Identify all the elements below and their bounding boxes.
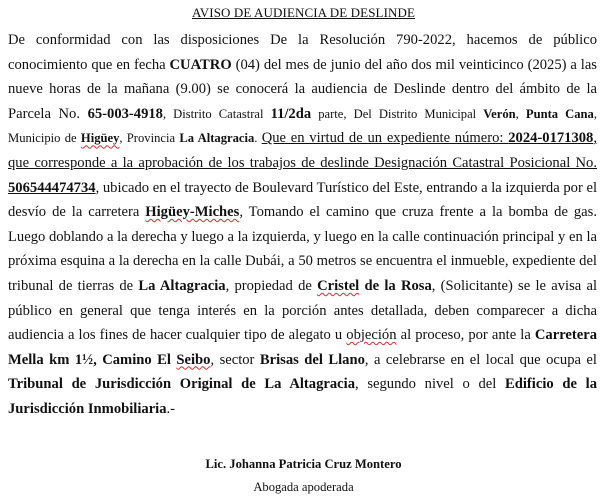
notice-title: AVISO DE AUDIENCIA DE DESLINDE bbox=[191, 5, 416, 20]
body-segment: objeción bbox=[346, 327, 397, 344]
place-name: Punta Cana bbox=[525, 106, 594, 121]
body-segment: , Provincia bbox=[119, 131, 180, 146]
designation-number: 506544474734 bbox=[8, 179, 96, 196]
hearing-address-town: Seibo bbox=[176, 351, 211, 368]
municipality-name: Higüey bbox=[80, 131, 120, 146]
tribunal-name: Tribunal de Jurisdicción Original de La Altagracia bbox=[8, 376, 355, 393]
municipal-district: Verón bbox=[483, 106, 516, 121]
expedient-clause: Que en virtud de un expediente número: bbox=[261, 130, 509, 147]
body-segment: , Municipio de bbox=[8, 106, 597, 146]
signer-name: Lic. Johanna Patricia Cruz Montero bbox=[205, 457, 402, 471]
hearing-address: Carretera Mella km 1½, Camino El bbox=[8, 327, 598, 368]
signer-role: Abogada apoderada bbox=[253, 480, 354, 494]
body-segment: (04) del mes de junio del año dos mil veinticinco (2025) a las nueve horas de la mañana (9.00) se conocerá la audiencia de Deslinde dentro del ámbito de la Parcela No. bbox=[8, 56, 597, 122]
body-segment: , segundo nivel o del bbox=[355, 376, 506, 393]
body-segment: parte, Del Distrito Municipal bbox=[311, 106, 484, 121]
parcel-number: 65-003-4918 bbox=[87, 105, 163, 122]
body-segment: . bbox=[254, 131, 262, 146]
body-segment: .- bbox=[166, 400, 176, 417]
expedient-number: 2024-0171308 bbox=[508, 130, 594, 147]
body-segment: , Tomando el camino que cruza frente a la bomba de gas. Luego doblando a la derecha y luego a la izquierda, y luego en la calle continuación principal y en la próxima esquina a la derecha en la calle Dubái, a 50 metros se encuentra el inmueble, expediente del tribunal de tierras de bbox=[8, 204, 597, 294]
owner-last-name: de la Rosa bbox=[359, 277, 432, 294]
body-segment: al proceso, por ante la bbox=[396, 327, 535, 344]
court-province: La Altagracia bbox=[138, 277, 226, 294]
body-segment: , bbox=[515, 106, 526, 121]
body-segment: , a celebrarse en el local que ocupa el bbox=[364, 351, 597, 368]
body-segment: , (Solicitante) se le avisa al público en general que tenga interés en la porción antes detallada, deben comparecer a dicha audiencia a los fines de hacer cualquier tipo de alegato u bbox=[8, 277, 598, 344]
building-name: Edificio de la Jurisdicción Inmobiliaria bbox=[8, 376, 597, 417]
body-segment: De conformidad con las disposiciones De la Resolución 790-2022, hacemos de público conocimiento que en fecha bbox=[8, 32, 597, 73]
designation-clause: , que corresponde a la aprobación de los trabajos de deslinde Designación Catastral Posicional No. bbox=[8, 130, 598, 171]
body-segment: , Distrito Catastral bbox=[162, 106, 271, 121]
road-name: Higüey-Miches bbox=[145, 204, 240, 221]
hearing-sector: Brisas del Llano bbox=[259, 351, 365, 368]
notice-body bbox=[8, 28, 597, 422]
body-segment: , ubicado en el trayecto de Boulevard Turístico del Este, entrando a la izquierda por el desvío de la carretera bbox=[8, 179, 597, 221]
owner-first-name: Cristel bbox=[317, 277, 360, 294]
hearing-day: CUATRO bbox=[169, 56, 232, 73]
province-name: La Altagracia bbox=[179, 131, 255, 146]
body-segment: , propiedad de bbox=[225, 277, 318, 294]
cadastral-district: 11/2da bbox=[270, 105, 312, 122]
body-segment: , sector bbox=[210, 351, 260, 368]
